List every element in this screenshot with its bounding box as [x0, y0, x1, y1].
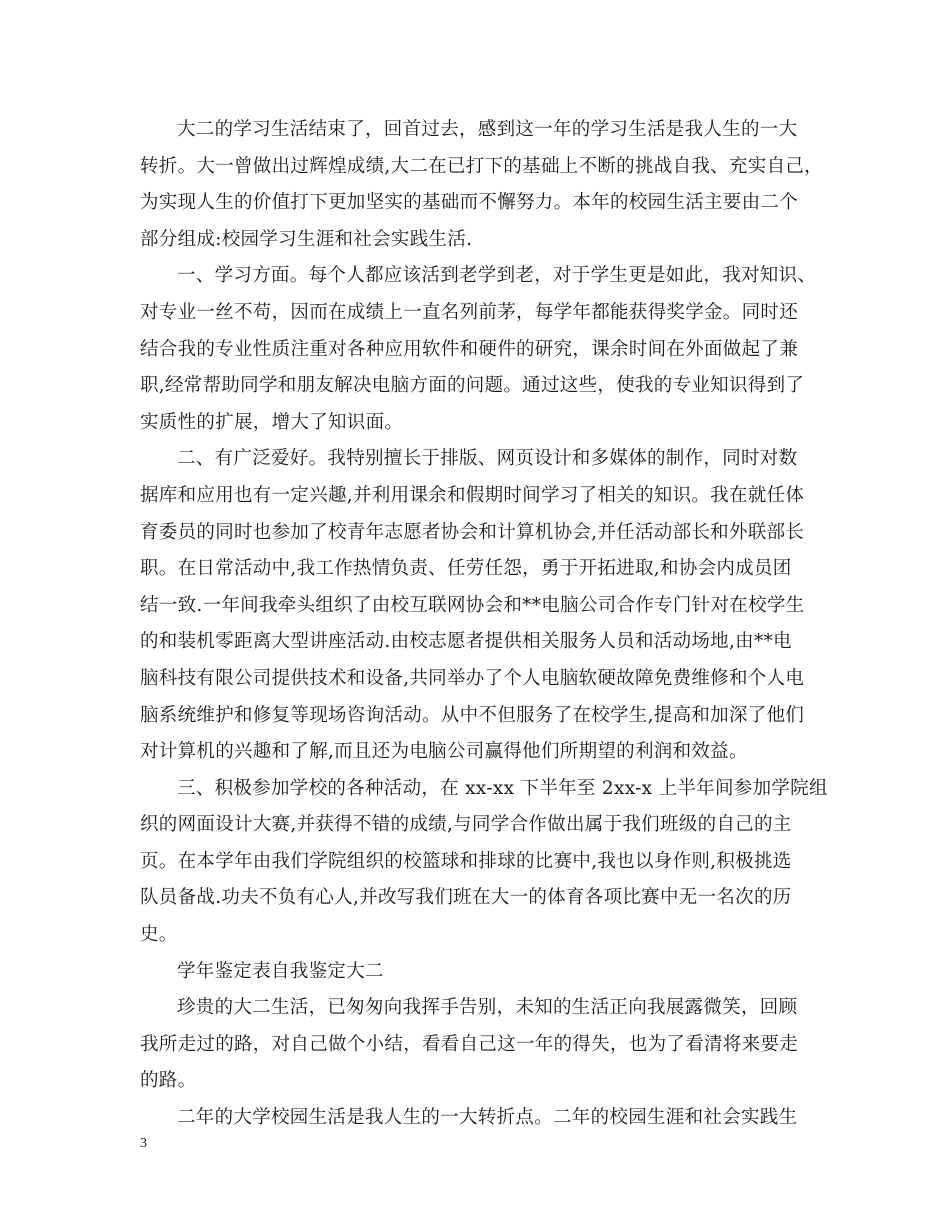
text-line: 学年鉴定表自我鉴定大二	[177, 960, 384, 982]
page-number: 3	[140, 1136, 147, 1151]
document-body	[140, 112, 828, 1137]
text-line: 部分组成:校园学习生涯和社会实践生活.	[140, 228, 473, 250]
text-line: 页。在本学年由我们学院组织的校篮球和排球的比赛中,我也以身作则,积极挑选	[140, 850, 792, 872]
text-line: 三、积极参加学校的各种活动，在 xx-xx 下半年至 2xx-x 上半年间参加学院组	[177, 777, 828, 799]
text-line: 据库和应用也有一定兴趣,并利用课余和假期时间学习了相关的知识。我在就任体	[140, 484, 805, 506]
text-line: 队员备战.功夫不负有心人,并改写我们班在大一的体育各项比赛中无一名次的历	[140, 887, 792, 909]
text-line: 转折。大一曾做出过辉煌成绩,大二在已打下的基础上不断的挑战自我、充实自己，	[140, 155, 823, 177]
text-line: 大二的学习生活结束了，回首过去，感到这一年的学习生活是我人生的一大	[177, 119, 798, 140]
text-line: 脑系统维护和修复等现场咨询活动。从中不但服务了在校学生,提高和加深了他们	[140, 704, 805, 726]
text-line: 的路。	[140, 1070, 197, 1092]
text-line: 结一致.一年间我牵头组织了由校互联网协会和**电脑公司合作专门针对在校学生	[140, 594, 805, 616]
text-line: 结合我的专业性质注重对各种应用软件和硬件的研究，课余时间在外面做起了兼	[140, 338, 799, 360]
text-line: 一、学习方面。每个人都应该活到老学到老，对于学生更是如此，我对知识、	[177, 265, 817, 287]
text-line: 对专业一丝不苟，因而在成绩上一直名列前茅，每学年都能获得奖学金。同时还	[140, 301, 799, 323]
text-line: 二年的大学校园生活是我人生的一大转折点。二年的校园生涯和社会实践生	[177, 1107, 798, 1129]
text-line: 织的网面设计大赛,并获得不错的成绩,与同学合作做出属于我们班级的自己的主	[140, 814, 792, 836]
text-line: 我所走过的路，对自己做个小结，看看自己这一年的得失，也为了看清将来要走	[140, 1033, 799, 1055]
text-line: 史。	[140, 924, 178, 946]
text-line: 职,经常帮助同学和朋友解决电脑方面的问题。通过这些，使我的专业知识得到了	[140, 375, 805, 397]
text-line: 的和装机零距离大型讲座活动.由校志愿者提供相关服务人员和活动场地,由**电	[140, 631, 792, 653]
text-line: 对计算机的兴趣和了解,而且还为电脑公司赢得他们所期望的利润和效益。	[140, 741, 748, 763]
text-line: 职。在日常活动中,我工作热情负责、任劳任怨，勇于开拓进取,和协会内成员团	[140, 558, 792, 580]
text-line: 脑科技有限公司提供技术和设备,共同举办了个人电脑软硬故障免费维修和个人电	[140, 667, 805, 689]
text-line: 育委员的同时也参加了校青年志愿者协会和计算机协会,并任活动部长和外联部长	[140, 521, 805, 543]
text-line: 为实现人生的价值打下更加坚实的基础而不懈努力。本年的校园生活主要由二个	[140, 192, 799, 214]
text-line: 珍贵的大二生活，已匆匆向我挥手告别，未知的生活正向我展露微笑，回顾	[177, 997, 798, 1019]
text-line: 实质性的扩展，增大了知识面。	[140, 411, 404, 433]
text-line: 二、有广泛爱好。我特别擅长于排版、网页设计和多媒体的制作，同时对数	[177, 448, 798, 470]
